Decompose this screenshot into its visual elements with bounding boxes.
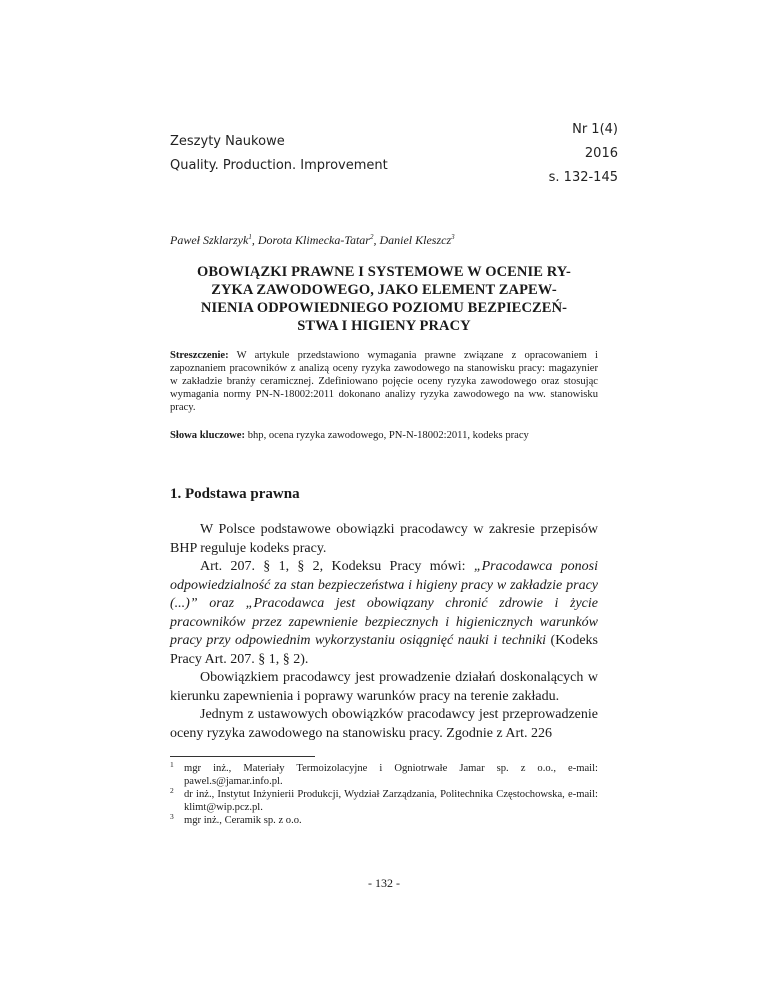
footnote-1-text: mgr inż., Materiały Termoizolacyjne i Ogniotrwałe Jamar sp. z o.o., e-mail: pawel.s@jamar.info.pl.	[184, 763, 598, 787]
author-separator: ,	[373, 233, 380, 247]
author-2: Dorota Klimecka-Tatar	[257, 233, 370, 247]
footnote-separator	[170, 756, 315, 757]
footnote-1-ref: 1	[170, 760, 174, 769]
issue-number: Nr 1(4)	[572, 122, 618, 137]
footnote-1	[170, 762, 598, 788]
author-3-ref: 3	[451, 233, 455, 241]
keywords-text: bhp, ocena ryzyka zawodowego, PN-N-18002:2011, kodeks pracy	[245, 430, 529, 441]
title-line-1: OBOWIĄZKI PRAWNE I SYSTEMOWE W OCENIE RY-	[197, 264, 571, 280]
page-number: - 132 -	[368, 876, 400, 890]
title-line-3: NIENIA ODPOWIEDNIEGO POZIOMU BEZPIECZEŃ-	[200, 300, 568, 316]
authors	[170, 232, 455, 248]
footnote-2-ref: 2	[170, 786, 174, 795]
journal-name-line1: Zeszyty Naukowe	[170, 134, 285, 149]
issue-info	[549, 118, 618, 190]
keywords-label: Słowa kluczowe:	[170, 430, 246, 441]
body-text	[170, 521, 598, 743]
footnote-3-text: mgr inż., Ceramik sp. z o.o.	[184, 815, 302, 826]
author-3: Daniel Kleszcz	[379, 233, 452, 247]
paragraph-2	[170, 558, 598, 669]
title-line-4: STWA I HIGIENY PRACY	[297, 318, 471, 334]
paragraph-2-intro: Art. 207. § 1, § 2, Kodeksu Pracy mówi:	[200, 559, 474, 574]
paper-title	[170, 263, 598, 335]
abstract	[170, 349, 598, 414]
footnote-3	[170, 814, 598, 827]
title-line-2: ZYKA ZAWODOWEGO, JAKO ELEMENT ZAPEW-	[211, 282, 557, 298]
paragraph-4: Jednym z ustawowych obowiązków pracodawcy jest przeprowadzenie oceny ryzyka zawodowego na stanowisku pracy. Zgodnie z Art. 226	[170, 707, 598, 741]
abstract-label: Streszczenie:	[170, 350, 229, 361]
paragraph-2-citation: (Kodeks Pracy Art. 207. § 1, § 2).	[170, 633, 598, 667]
abstract-text: W artykule przedstawiono wymagania prawne związane z opracowaniem i zapoznaniem pracowników z analizą oceny ryzyka zawodowego na stanowisku pracy: magazynier w zakładzie branży ceramicznej. Zdefiniowano pojęcie oceny ryzyka zawodowego oraz stosując wymagania normy PN-N-18002:2011 dokonano analizy ryzyka zawodowego na ww. stanowisku pracy.	[170, 350, 598, 413]
journal-name	[170, 130, 388, 178]
author-2-ref: 2	[369, 233, 374, 241]
footnote-2-text: dr inż., Instytut Inżynierii Produkcji, Wydział Zarządzania, Politechnika Częstochowska, e-mail: klimt@wip.pcz.pl.	[184, 789, 598, 813]
paragraph-3: Obowiązkiem pracodawcy jest prowadzenie działań doskonalących w kierunku zapewnienia i poprawy warunków pracy na terenie zakładu.	[170, 670, 598, 704]
author-separator: ,	[251, 233, 258, 247]
footnote-2	[170, 788, 598, 814]
footnote-3-ref: 3	[170, 812, 174, 821]
keywords	[170, 429, 598, 442]
author-1-ref: 1	[248, 233, 252, 241]
paragraph-2-quote: „Pracodawca ponosi odpowiedzialność za stan bezpieczeństwa i higieny pracy w zakładzie pracy (...)” oraz „Pracodawca jest obowiązany chronić zdrowie i życie pracowników przez zapewnienie bezpiecznych i higienicznych warunków pracy przy odpowiednim wykorzystaniu osiągnięć nauki i techniki	[170, 559, 599, 648]
section-heading: 1. Podstawa prawna	[170, 486, 300, 502]
paragraph-1: W Polsce podstawowe obowiązki pracodawcy w zakresie przepisów BHP reguluje kodeks pracy.	[170, 522, 598, 556]
issue-pages: s. 132-145	[548, 170, 618, 185]
footnotes	[170, 762, 598, 827]
journal-name-line2: Quality. Production. Improvement	[170, 158, 388, 173]
issue-year: 2016	[584, 146, 618, 161]
author-1: Paweł Szklarzyk	[170, 233, 249, 247]
